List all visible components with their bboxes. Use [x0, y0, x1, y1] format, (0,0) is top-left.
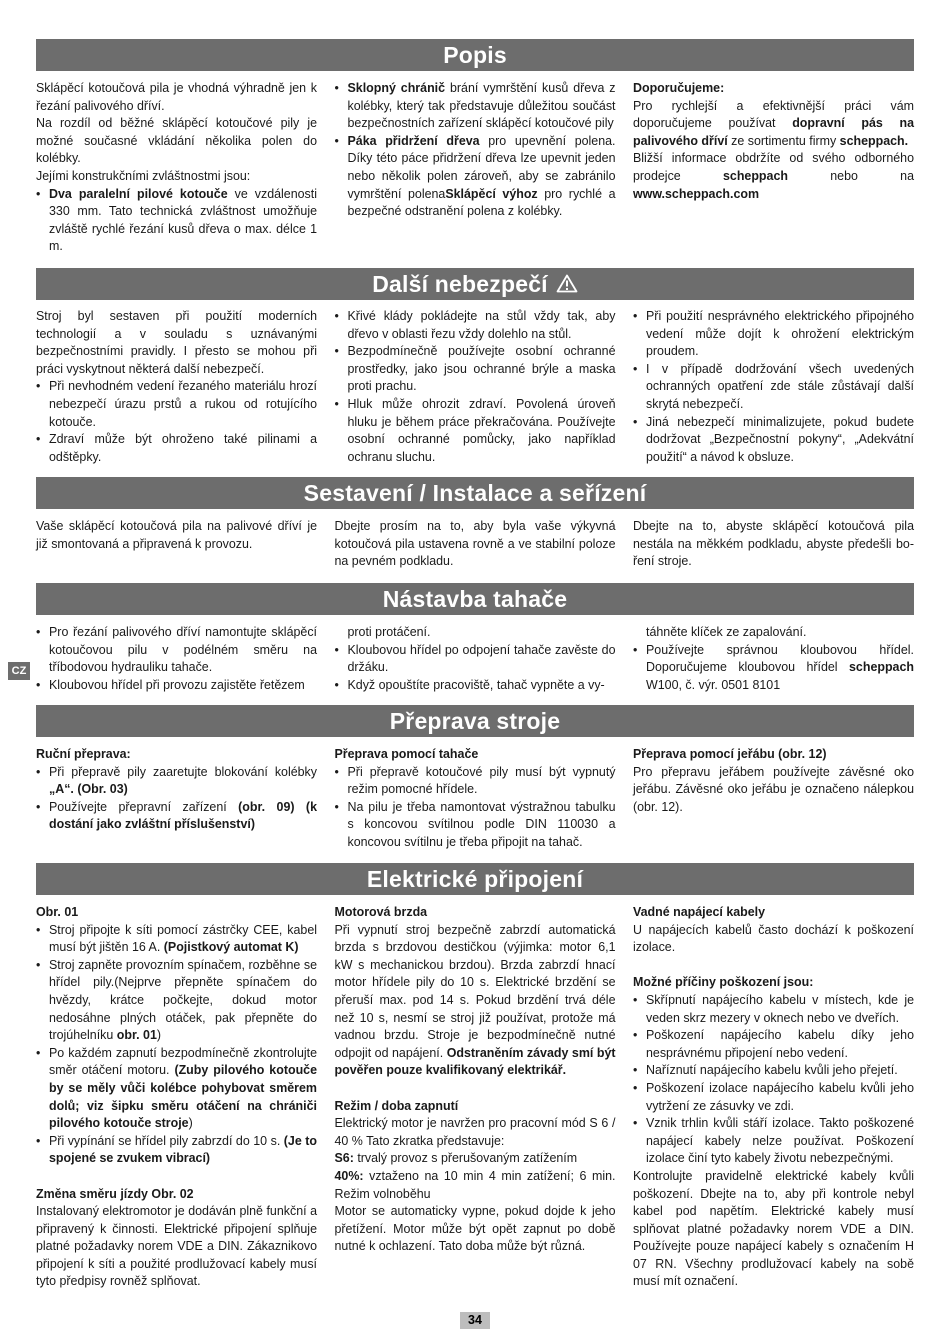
- text: pro rychlé a bezpečné odstranění polena z kolébky.: [347, 186, 616, 219]
- dalsi-col-1: [36, 308, 317, 466]
- popis-col-3: [633, 80, 914, 256]
- list-item: • Při použití nesprávného elektrického připojného vedení může dojít k ohrožení elektrickým proudem.: [633, 308, 914, 361]
- list-item: [36, 957, 317, 1045]
- warning-triangle-icon: [556, 269, 578, 301]
- bold-text: Páka přidržení dřeva: [347, 133, 480, 148]
- bold-text: scheppach: [722, 168, 788, 183]
- section-title-dalsi-nebezpeci: [36, 268, 914, 300]
- subheading: Doporučujeme:: [633, 81, 725, 95]
- text: ve vzdálenosti 330 mm. Tato technická zvláštnost umožňuje zvláště rychlé řezání kusů dřeva o max. délce 1 m.: [49, 186, 317, 254]
- paragraph: [335, 1168, 616, 1203]
- popis-col-1: [36, 80, 317, 256]
- text: nebo na: [787, 168, 914, 183]
- bold-text: scheppach.: [839, 133, 909, 148]
- section-title-sestaveni: Sestavení / Instalace a seřízení: [36, 477, 914, 509]
- bold-text: Sklápěcí výhoz: [445, 186, 538, 201]
- list-item: [335, 80, 616, 133]
- list-item: [36, 1133, 317, 1168]
- bold-text: (Zuby pilového kotouče by se měly vůči kolébce pohybovat směrem dolů; viz šipku směru otáčení na chrániči pilového kotouče stroje: [49, 1063, 317, 1131]
- text: Po každém zapnutí bezpodmínečně zkontrolujte směr otáčení motoru.: [49, 1045, 317, 1078]
- paragraph: Vaše sklápěcí kotoučová pila na palivové dříví je již smontovaná a připravená k provozu.: [36, 519, 317, 551]
- list-item: • Poškození izolace napájecího kabelu kvůli jeho vytržení ze zásuvky ve zdi.: [633, 1080, 914, 1115]
- bold-text: 40%:: [334, 1168, 364, 1183]
- dalsi-col-2: [335, 308, 616, 466]
- list-item: • Bezpodmínečně používejte osobní ochranné prostředky, jako jsou ochranné brýle a maska proti prachu.: [335, 343, 616, 396]
- paragraph: Dbejte prosím na to, aby byla vaše výkyvná kotoučová pila ustavena rovně a ve stabilní poloze na pevném podkladu.: [334, 519, 616, 569]
- preprava-col-2: [335, 746, 616, 852]
- text: Při přepravě pily zaaretujte blokování kolébky: [49, 764, 317, 779]
- section-title-text: Další nebezpečí: [372, 271, 548, 297]
- paragraph: [335, 922, 616, 1080]
- text: Bližší informace obdržíte od svého odborného prodejce: [633, 151, 914, 183]
- bold-text: S6:: [334, 1151, 354, 1166]
- list-item: • Kloubovou hřídel po odpojení tahače zavěste do držáku.: [335, 642, 616, 677]
- bold-text: Sklopný chránič: [347, 81, 446, 95]
- paragraph: Kontrolujte pravidelně elektrické kabely kvůli poškození. Dbejte na to, aby při kontrole nebyl kabel pod napětím. Elektrické kabely musí splňovat platné požadavky norem VDE a DIN. Používejte pouze napájecí kabely s označením H 07 RN. Všechny prodlužovací kabely na sobě musí mít označení.: [633, 1168, 914, 1289]
- text: vztaženo na 10 min 4 min zatížení; 6 min. Režim volnoběhu: [334, 1168, 616, 1201]
- list-item: • Zdraví může být ohroženo také pilinami a odštěpky.: [36, 431, 317, 466]
- subheading: Režim / doba zapnutí: [334, 1098, 459, 1113]
- paragraph: Elektrický motor je navržen pro pracovní mód S 6 / 40 % Tato zkratka představuje:: [334, 1116, 616, 1148]
- preprava-col-1: [36, 746, 317, 852]
- list-item-continuation: táhněte klíček ze zapalování.: [646, 625, 807, 639]
- bold-text: Dva paralelní pilové kotouče: [49, 186, 228, 201]
- bold-text: (Je to spojené se zvukem vibrací): [49, 1133, 317, 1166]
- bold-text: (Pojistkový automat K): [163, 940, 299, 955]
- list-item: • Hluk může ohrozit zdraví. Povolená úroveň hluku je během práce překračována. Používejte osobní ochranné pomůcky, jako například ochranu sluchu.: [335, 396, 616, 466]
- section-popis: [36, 80, 914, 256]
- section-sestaveni: [36, 518, 914, 571]
- list-item: • Při nevhodném vedení řezaného materiálu hrozí nebezpečí úrazu prstů a rukou od rotujícího kotouče.: [36, 378, 317, 431]
- section-title-elektricke: Elektrické připojení: [36, 863, 914, 895]
- list-item: • Pro řezání palivového dříví namontujte sklápěcí kotoučovou pilu v podélném směru na tříbodovou hydrauliku tahače.: [36, 624, 317, 677]
- list-item: • Křivé klády pokládejte na stůl vždy tak, aby dřevo v oblasti řezu vždy dolehlo na stůl.: [335, 308, 616, 343]
- bold-text: Odstraněním závady smí být pověřen pouze kvalifikovaný elektrikář.: [334, 1045, 616, 1078]
- sestaveni-col-2: [335, 518, 616, 571]
- list-item: [36, 764, 317, 799]
- text: ): [188, 1116, 193, 1131]
- elektricke-col-2: [335, 904, 616, 1291]
- paragraph: Instalovaný elektromotor je dodáván plně funkční a připravený k činnosti. Elektrické připojení splňuje platné požadavky norem VDE a DIN. Zákaznikovo připojení k síti a použité prodlužovací kabely musí tyto předpisy rovněž splňovat.: [36, 1204, 317, 1289]
- paragraph: Sklápěcí kotoučová pila je vhodná výhradně jen k řezání palivového dříví.: [36, 81, 317, 113]
- text: Stroj připojte k síti pomocí zástrčky CEE, kabel musí být jištěn 16 A.: [49, 922, 317, 955]
- subheading: Přeprava pomocí tahače: [334, 747, 479, 761]
- section-preprava: [36, 746, 914, 852]
- nastavba-col-1: [36, 624, 317, 694]
- list-item: [36, 922, 317, 957]
- elektricke-col-1: [36, 904, 317, 1291]
- list-item: • Na pilu je třeba namontovat výstražnou tabulku s koncovou svítilnou podle DIN 110030 a koncovou svítilnu je třeba připojit na tahač.: [335, 799, 616, 852]
- text: Používejte správnou kloubovou hřídel. Doporučujeme kloubovou hřídel: [646, 642, 914, 675]
- list-item-continuation: proti protáčení.: [347, 625, 431, 639]
- sestaveni-col-3: [633, 518, 914, 571]
- subheading: Možné příčiny poškození jsou:: [633, 975, 814, 990]
- text: brání vymrštění kusů dřeva z kolébky, který tak představuje důležitou součást bezpečnostních zařízení sklápěcí kotoučové pily: [347, 81, 616, 131]
- list-item: • Poškození napájecího kabelu díky jeho nesprávnému připojení nebo vedení.: [633, 1027, 914, 1062]
- section-elektricke: [36, 904, 914, 1291]
- nastavba-col-2: [335, 624, 616, 694]
- nastavba-col-3: [633, 624, 914, 694]
- section-dalsi-nebezpeci: [36, 308, 914, 466]
- elektricke-col-3: [633, 904, 914, 1291]
- list-item: • Při přepravě kotoučové pily musí být vypnutý režim pomocné hřídele.: [335, 764, 616, 799]
- sestaveni-col-1: [36, 518, 317, 571]
- text: W100, č. výr. 0501 8101: [646, 677, 781, 692]
- paragraph: Dbejte na to, abyste sklápěcí kotoučová pila nestála na měkkém podkladu, abyste předešli bo-ření stroje.: [633, 519, 914, 569]
- list-item: [633, 642, 914, 695]
- bold-text: dopravní pás na palivového dříví: [633, 116, 914, 148]
- subheading: Vadné napájecí kabely: [633, 905, 766, 919]
- text: trvalý provoz s přerušovaným zatížením: [353, 1151, 578, 1166]
- bold-text: obr. 01: [116, 1028, 157, 1043]
- paragraph: Stroj byl sestaven při použití moderních technologií a v souladu s uznávanými bezpečnostními pravidly. I přesto se mohou při práci vyskytnout některá další nebezpečí.: [36, 309, 317, 376]
- paragraph: Jejími konstrukčními zvláštnostmi jsou:: [36, 168, 251, 183]
- popis-col-2: [335, 80, 616, 256]
- list-item: • Naříznutí napájecího kabelu kvůli jeho přejetí.: [633, 1062, 914, 1080]
- text: ze sortimentu firmy: [727, 133, 840, 148]
- text: Používejte přepravní zařízení: [49, 799, 239, 814]
- text: Při vypínání se hřídel pily zabrzdí do 10 s.: [49, 1133, 284, 1148]
- text: ): [156, 1028, 162, 1043]
- bold-text: scheppach: [849, 660, 914, 675]
- paragraph: [335, 1150, 616, 1168]
- subheading: Změna směru jízdy Obr. 02: [36, 1186, 194, 1201]
- subheading: Ruční přeprava:: [36, 747, 131, 761]
- section-title-popis: Popis: [36, 39, 914, 71]
- section-title-preprava: Přeprava stroje: [36, 705, 914, 737]
- text: pro upevnění polena. Díky této páce přidržení dřeva lze upevnit jeden nebo několik polen zároveň, aby se zabránilo vymrštění polena: [347, 133, 616, 201]
- text: Při vypnutí stroj bezpečně zabrzdí automatická brzda s brzdovou destičkou (výjimka: motor 6,1 kW s mechanickou brzdou). Brzda zabrzdí hnací motor hřídele pily do 10 s. Elektrické brzdění se přeruší max. pod 14 s. Pokud brzdění trvá déle než 10 s, nesmí se stroj již používat, protože má vadnou brzdu. Stroje je bezpodmínečně nutné odpojit od napájení.: [334, 922, 616, 1060]
- bold-text: (obr. 09) (k dostání jako zvláštní příslušenství): [49, 799, 317, 832]
- list-item: • Kloubovou hřídel při provozu zajistěte řetězem: [36, 677, 317, 695]
- language-tab: CZ: [8, 662, 30, 680]
- paragraph: Pro přepravu jeřábem používejte závěsné oko jeřábu. Závěsné oko jeřábu je označeno nálepkou (obr. 12).: [633, 764, 914, 814]
- list-item: [36, 799, 317, 834]
- list-item: • Jiná nebezpečí minimalizujete, pokud budete dodržovat „Bezpečnostní pokyny“, „Adekvátní použití“ a návod k obsluze.: [633, 414, 914, 467]
- paragraph: [633, 98, 914, 151]
- list-item: • Vznik trhlin kvůli stáří izolace. Takto poškozené napájecí kabely nelze používat. Poškození izolace činí tyto kabely životu nebezpečnými.: [633, 1115, 914, 1168]
- paragraph: Motor se automaticky vypne, pokud dojde k jeho přetížení. Motor může být opět zapnut po době nutné k ochlazení. Tato doba může být různá.: [334, 1204, 616, 1254]
- paragraph: [633, 150, 914, 203]
- text: Stroj zapněte provozním spínačem, rozběhne se hřídel pily.(Nejprve přepněte spínačem do hvězdy, krátce počkejte, dokud motor nedosáhne plných otáček, pak přepněte do trojúhelníku: [49, 957, 317, 1043]
- list-item: • Když opouštíte pracoviště, tahač vypněte a vy-: [335, 677, 616, 695]
- text: Pro rychlejší a efektivnější práci vám doporučujeme používat: [633, 98, 914, 131]
- list-item: • I v případě dodržování všech uvedených ochranných opatření zde stále zůstávají další skrytá nebezpečí.: [633, 361, 914, 414]
- preprava-col-3: [633, 746, 914, 852]
- section-title-nastavba: Nástavba tahače: [36, 583, 914, 615]
- bold-text: „A“. (Obr. 03): [49, 782, 128, 797]
- subheading: Obr. 01: [36, 905, 79, 919]
- section-nastavba: [36, 624, 914, 694]
- subheading: Přeprava pomocí jeřábu (obr. 12): [633, 747, 827, 761]
- list-item: • Skřípnutí napájecího kabelu v místech, kde je veden skrz mezery v oknech nebo ve dveřích.: [633, 992, 914, 1027]
- page-number: 34: [460, 1312, 490, 1329]
- paragraph: Na rozdíl od běžné sklápěcí kotoučové pily je možné současné vkládání několika polen do kolébky.: [36, 116, 317, 166]
- paragraph: U napájecích kabelů často dochází k poškození izolace.: [633, 922, 914, 955]
- list-item: [36, 186, 317, 256]
- list-item: [36, 1045, 317, 1133]
- website-link: www.scheppach.com: [633, 186, 760, 201]
- list-item: [335, 133, 616, 221]
- dalsi-col-3: [633, 308, 914, 466]
- subheading: Motorová brzda: [334, 905, 428, 919]
